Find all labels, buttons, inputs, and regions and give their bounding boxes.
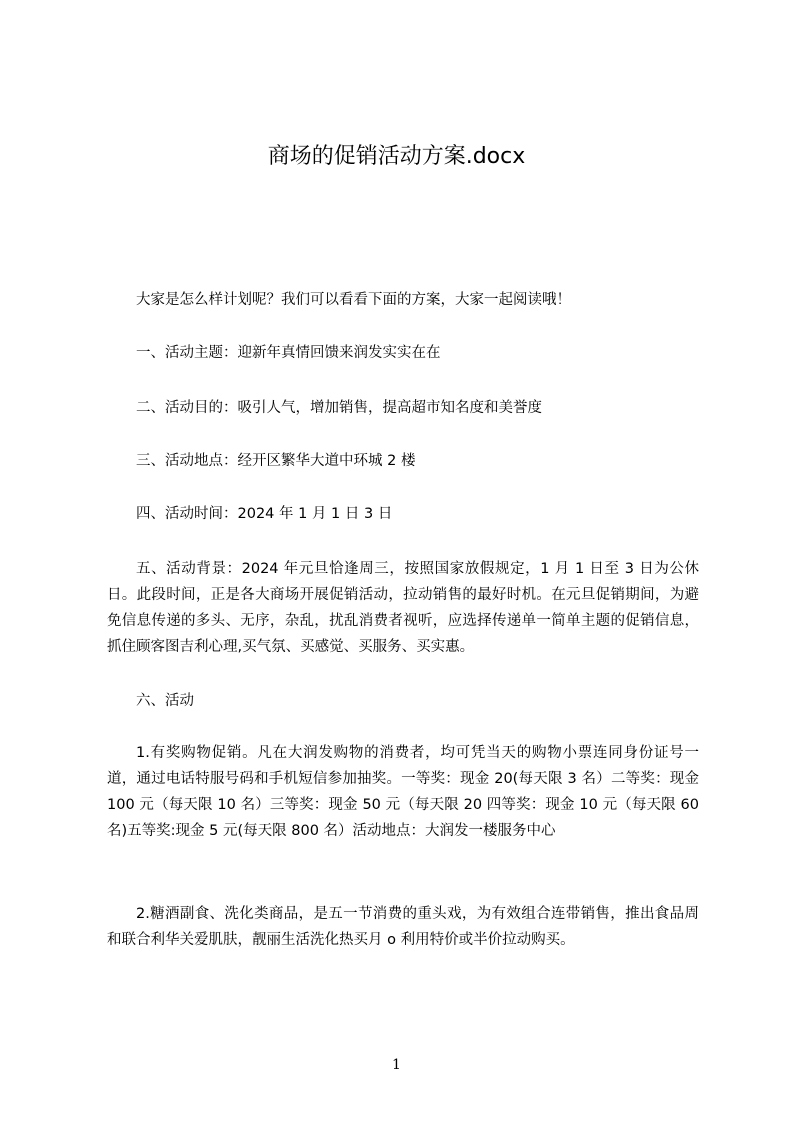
paragraph-activity-location: 三、活动地点：经开区繁华大道中环城 2 楼 xyxy=(136,453,416,469)
paragraph-grocery-promotion: 2.糖酒副食、洗化类商品，是五一节消费的重头戏，为有效组合连带销售，推出食品周和联合利华关爱肌肤，靓丽生活洗化热买月 o 利用特价或半价拉动购买。 xyxy=(107,906,699,948)
paragraph-prize-promotion: 1.有奖购物促销。凡在大润发购物的消费者，均可凭当天的购物小票连同身份证号一道，通过电话特服号码和手机短信参加抽奖。一等奖：现金 20(每天限 3 名）二等奖：现金 100 元（每天限 10 名）三等奖：现金 50 元（每天限 20 四等奖：现金 10 元（每天限 60 名)五等奖:现金 5 元(每天限 800 名）活动地点：大润发一楼服务中心 xyxy=(107,745,699,839)
paragraph-intro: 大家是怎么样计划呢？我们可以看看下面的方案，大家一起阅读哦！ xyxy=(136,292,571,308)
paragraph-activity-purpose: 二、活动目的：吸引人气，增加销售，提高超市知名度和美誉度 xyxy=(136,400,542,416)
paragraph-activity-theme: 一、活动主题：迎新年真情回馈来润发实实在在 xyxy=(136,345,441,361)
paragraph-activities-heading: 六、活动 xyxy=(136,693,194,709)
paragraph-activity-background: 五、活动背景：2024 年元旦恰逢周三，按照国家放假规定，1 月 1 日至 3 日为公休日。此段时间，正是各大商场开展促销活动，拉动销售的最好时机。在元旦促销期间，为避免信息传递的多头、无序，杂乱，扰乱消费者视听，应选择传递单一简单主题的促销信息，抓住顾客图吉利心理,买气氛、买感觉、买服务、买实惠。 xyxy=(107,561,699,655)
page-number: 1 xyxy=(392,1057,401,1073)
document-title: 商场的促销活动方案.docx xyxy=(267,144,526,169)
paragraph-activity-time: 四、活动时间：2024 年 1 月 1 日 3 日 xyxy=(136,506,393,522)
